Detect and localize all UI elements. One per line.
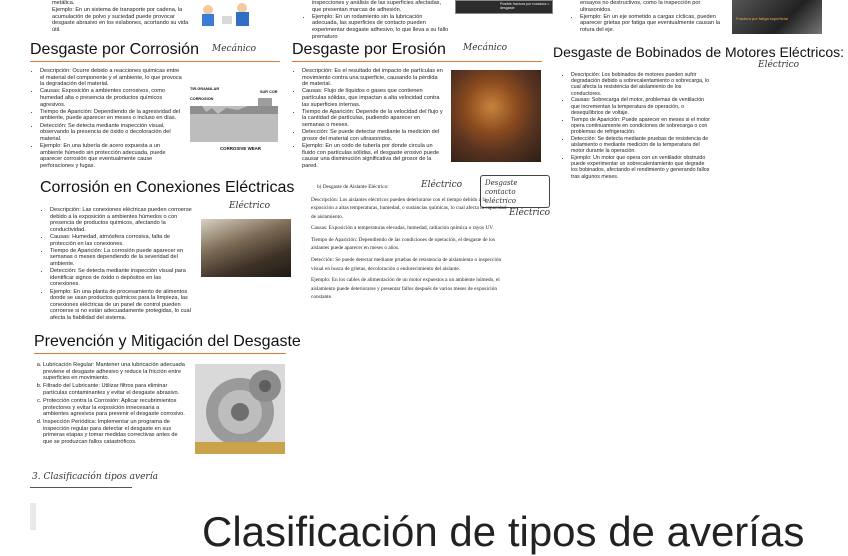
bobinados-item: • Causas: Sobrecarga del motor, problemas de ventilación que incrementan la temperatura de operación, o desequilibrios de voltaje. [571, 97, 711, 116]
bobinados-item: • Tiempo de Aparición: Puede aparecer en meses si el motor opera continuamente en condiciones de sobrecarga o con problemas de refrigeración. [571, 117, 711, 136]
aislante-heading: b) Desgaste de Aislante Eléctrico: [317, 184, 389, 190]
fracture-photo [455, 0, 553, 14]
top-col3-line: ensayos no destructivos, como la inspección por ultrasonidos. [580, 0, 701, 13]
conexiones-item: • Causas: Humedad, atmósfera corrosiva, falta de protección en las conexiones. [50, 234, 192, 247]
diagram-label-left: TIR-GRANULAR [190, 87, 220, 91]
erosion-hand-note: Mecánico [463, 43, 508, 53]
erosion-list [292, 68, 444, 170]
top-strip-col1 [40, 0, 190, 34]
prevencion-item: d. Inspección Periódica: Implementar un programa de inspección regular para detectar el desgaste en sus primeras etapas y tomar medidas correctivas antes de que se produzcan fallos catastróficos. [43, 419, 185, 445]
top-col2-example: • Ejemplo: En un rodamiento sin la lubricación adecuada, las superficies de contacto pueden experimentar desgaste adhesivo, lo que lleva a su fallo prematuro [312, 14, 450, 40]
gears-photo [195, 364, 285, 454]
conexiones-list [40, 207, 192, 322]
corrosion-item: • Ejemplo: En una tubería de acero expuesta a un ambiente húmedo sin protección adecuada, puede aparecer corrosión que eventualmente cause perforaciones y fugas. [40, 143, 182, 169]
erosion-item: • Ejemplo: En un codo de tubería por donde circula un fluido con partículas sólidas, el desgaste erosivo puede causar una disminución significativa del grosor de la pared. [302, 143, 444, 169]
prevencion-item: a. Lubricación Regular: Mantener una lubricación adecuada previene el desgaste adhesivo y reduce la fricción entre superficies en movimiento. [43, 362, 185, 382]
bobinados-item: • Detección: Se detecta mediante pruebas de resistencia de aislamiento o mediante medición de la temperatura del motor durante la operación. [571, 136, 711, 155]
bobinados-list [561, 72, 711, 180]
corrosion-item: • Causas: Exposición a ambientes corrosivos, como humedad alta o presencia de productos químicos agresivos. [40, 88, 182, 108]
corrosive-wear-diagram [188, 84, 280, 154]
aislante-hand-box-text: Desgaste contacto eléctrico [485, 179, 518, 205]
aislante-body [311, 196, 509, 304]
diagram-caption: CORROSIVE WEAR [220, 146, 261, 151]
bobinados-title: Desgaste de Bobinados de Motores Eléctricos: [553, 44, 845, 60]
corrosion-hand-note: Mecánico [212, 44, 257, 54]
conexiones-title: Corrosión en Conexiones Eléctricas [40, 179, 295, 196]
top-col3-example: • Ejemplo: En un eje sometido a cargas cíclicas, pueden aparecer grietas por fatiga que eventualmente causan la rotura del eje. [580, 14, 728, 34]
corrosion-item: • Descripción: Ocurre debido a reacciones químicas entre el material del componente y el ambiente, lo que provoca la degradación del material. [40, 68, 182, 88]
bobinados-item: • Descripción: Los bobinados de motores pueden sufrir degradación debido a sobrecalentamiento o sobrecarga, lo cual afecta la resistencia del aislamiento de los conductores. [571, 72, 711, 97]
clasificacion-hand-note: 3. Clasificación tipos avería [32, 472, 158, 482]
aislante-hand-note-bottom: Eléctrico [509, 208, 551, 218]
clasificacion-big-title: Clasificación de tipos de averías [202, 508, 805, 555]
bobinados-hand-note: Eléctrico [758, 60, 800, 70]
erosion-item: • Detección: Se puede detectar mediante la medición del grosor del material con ultrasonidos. [302, 129, 444, 142]
diagram-label-mid: CORROSION [190, 97, 214, 101]
aislante-tiempo: Tiempo de Aparición: Dependiendo de las condiciones de operación, el desgaste de los aislantes puede aparecer en meses o años. [311, 236, 496, 252]
top-col1-line: metálica. [52, 0, 75, 6]
corrosion-underline [30, 61, 280, 62]
eroded-pipe-photo [451, 70, 541, 162]
conexiones-item: • Tiempo de Aparición: La corrosión puede aparecer en semanas o meses dependiendo de la severidad del ambiente. [50, 248, 192, 268]
diagram-label-right: SUR COR [260, 90, 278, 94]
top-strip-col3 [568, 0, 728, 34]
corrosion-item: • Detección: Se detecta mediante inspección visual, observando la presencia de óxido o decoloración del material. [40, 123, 182, 143]
prevencion-title: Prevención y Mitigación del Desgaste [34, 333, 301, 350]
prevencion-item: c. Protección contra la Corrosión: Aplicar recubrimientos protectores y evitar la exposición innecesaria a ambientes agresivos para prevenir el desgaste corrosivo. [43, 398, 185, 418]
corrosion-title: Desgaste por Corrosión [30, 41, 199, 58]
erosion-title: Desgaste por Erosión [292, 41, 446, 58]
prevencion-item: b. Filtrado del Lubricante: Utilizar filtros para eliminar partículas contaminantes y evitar el desgaste abrasivo. [43, 383, 185, 396]
corroded-connector-photo [201, 219, 291, 277]
aislante-descripcion: Descripción: Los aislantes eléctricos pueden deteriorarse con el tiempo debido a la exposición a altas temperaturas, humedad, o sustancias químicas, lo cual afecta la capacidad de aislamiento. [311, 197, 507, 220]
illustration-figures [196, 0, 260, 28]
corrosion-list [30, 68, 182, 170]
erosion-underline [292, 61, 542, 62]
aislante-causas: Causas: Exposición a temperaturas elevadas, humedad, radiación química o rayos UV. [311, 225, 494, 232]
aislante-ejemplo: Ejemplo: En los cables de alimentación de un motor expuestos a un ambiente húmedo, el aislamiento puede deteriorarse y presentar fallos después de varios meses de exposición constante. [311, 277, 500, 301]
gears-graphic [195, 364, 285, 454]
fatigue-photo-caption: Fractura por fatiga superficial [736, 16, 788, 21]
clasificacion-hand-underline [30, 487, 132, 488]
erosion-item: • Causas: Flujo de líquidos o gases que contienen partículas sólidas, que impactan a alta velocidad contra las superficies internas. [302, 88, 444, 108]
prevencion-underline [34, 353, 286, 354]
conexiones-hand-note: Eléctrico [229, 201, 271, 211]
top-col1-example: Ejemplo: En un sistema de transporte por cadena, la acumulación de polvo y suciedad puede provocar desgaste abrasivo en los eslabones, acortando su vida útil. [52, 7, 189, 33]
conexiones-item: • Detección: Se detecta mediante inspección visual para identificar signos de óxido o depósitos en las conexiones. [50, 268, 192, 288]
worker-illustration [196, 0, 260, 28]
conexiones-item: • Ejemplo: En una planta de procesamiento de alimentos donde se usan productos químicos para la limpieza, las conexiones eléctricas de un panel de control pueden corroerse si no están adecuadamente protegidas, lo cual afecta la fiabilidad del sistema. [50, 289, 192, 322]
erosion-item: • Descripción: Es el resultado del impacto de partículas en movimiento contra una superficie, causando la pérdida de material. [302, 68, 444, 88]
fracture-photo-caption: Posible fractura por rozadura = desgaste [500, 2, 550, 10]
top-col2-line: inspecciones y análisis de las superficies afectadas, que presentan marcas de adhesión. [312, 0, 442, 13]
aislante-deteccion: Detección: Se puede detectar mediante pruebas de resistencia de aislamiento o inspección visual en busca de grietas, decoloración o endurecimiento del aislante. [311, 257, 502, 272]
corrosion-item: • Tiempo de Aparición: Dependiendo de la agresividad del ambiente, puede aparecer en meses o incluso en días. [40, 109, 182, 122]
erosion-item: • Tiempo de Aparición: Depende de la velocidad del flujo y la cantidad de partículas, pudiendo aparecer en semanas o meses. [302, 109, 444, 129]
corrosion-diagram-graphic [188, 84, 280, 154]
clasificacion-section-rule [30, 503, 36, 530]
fatigue-photo [732, 0, 822, 34]
prevencion-list [33, 362, 185, 447]
aislante-hand-note-top: Eléctrico [421, 180, 463, 190]
bobinados-item: • Ejemplo: Un motor que opera con un ventilador obstruido puede experimentar un sobrecalentamiento que degrade los bobinados, afectando el rendimiento y generando fallos tras algunos meses. [571, 155, 711, 180]
conexiones-item: • Descripción: Las conexiones eléctricas pueden corroerse debido a la exposición a ambientes húmedos o con presencia de productos químicos, afectando la conductividad. [50, 207, 192, 233]
top-strip-col2 [300, 0, 450, 41]
